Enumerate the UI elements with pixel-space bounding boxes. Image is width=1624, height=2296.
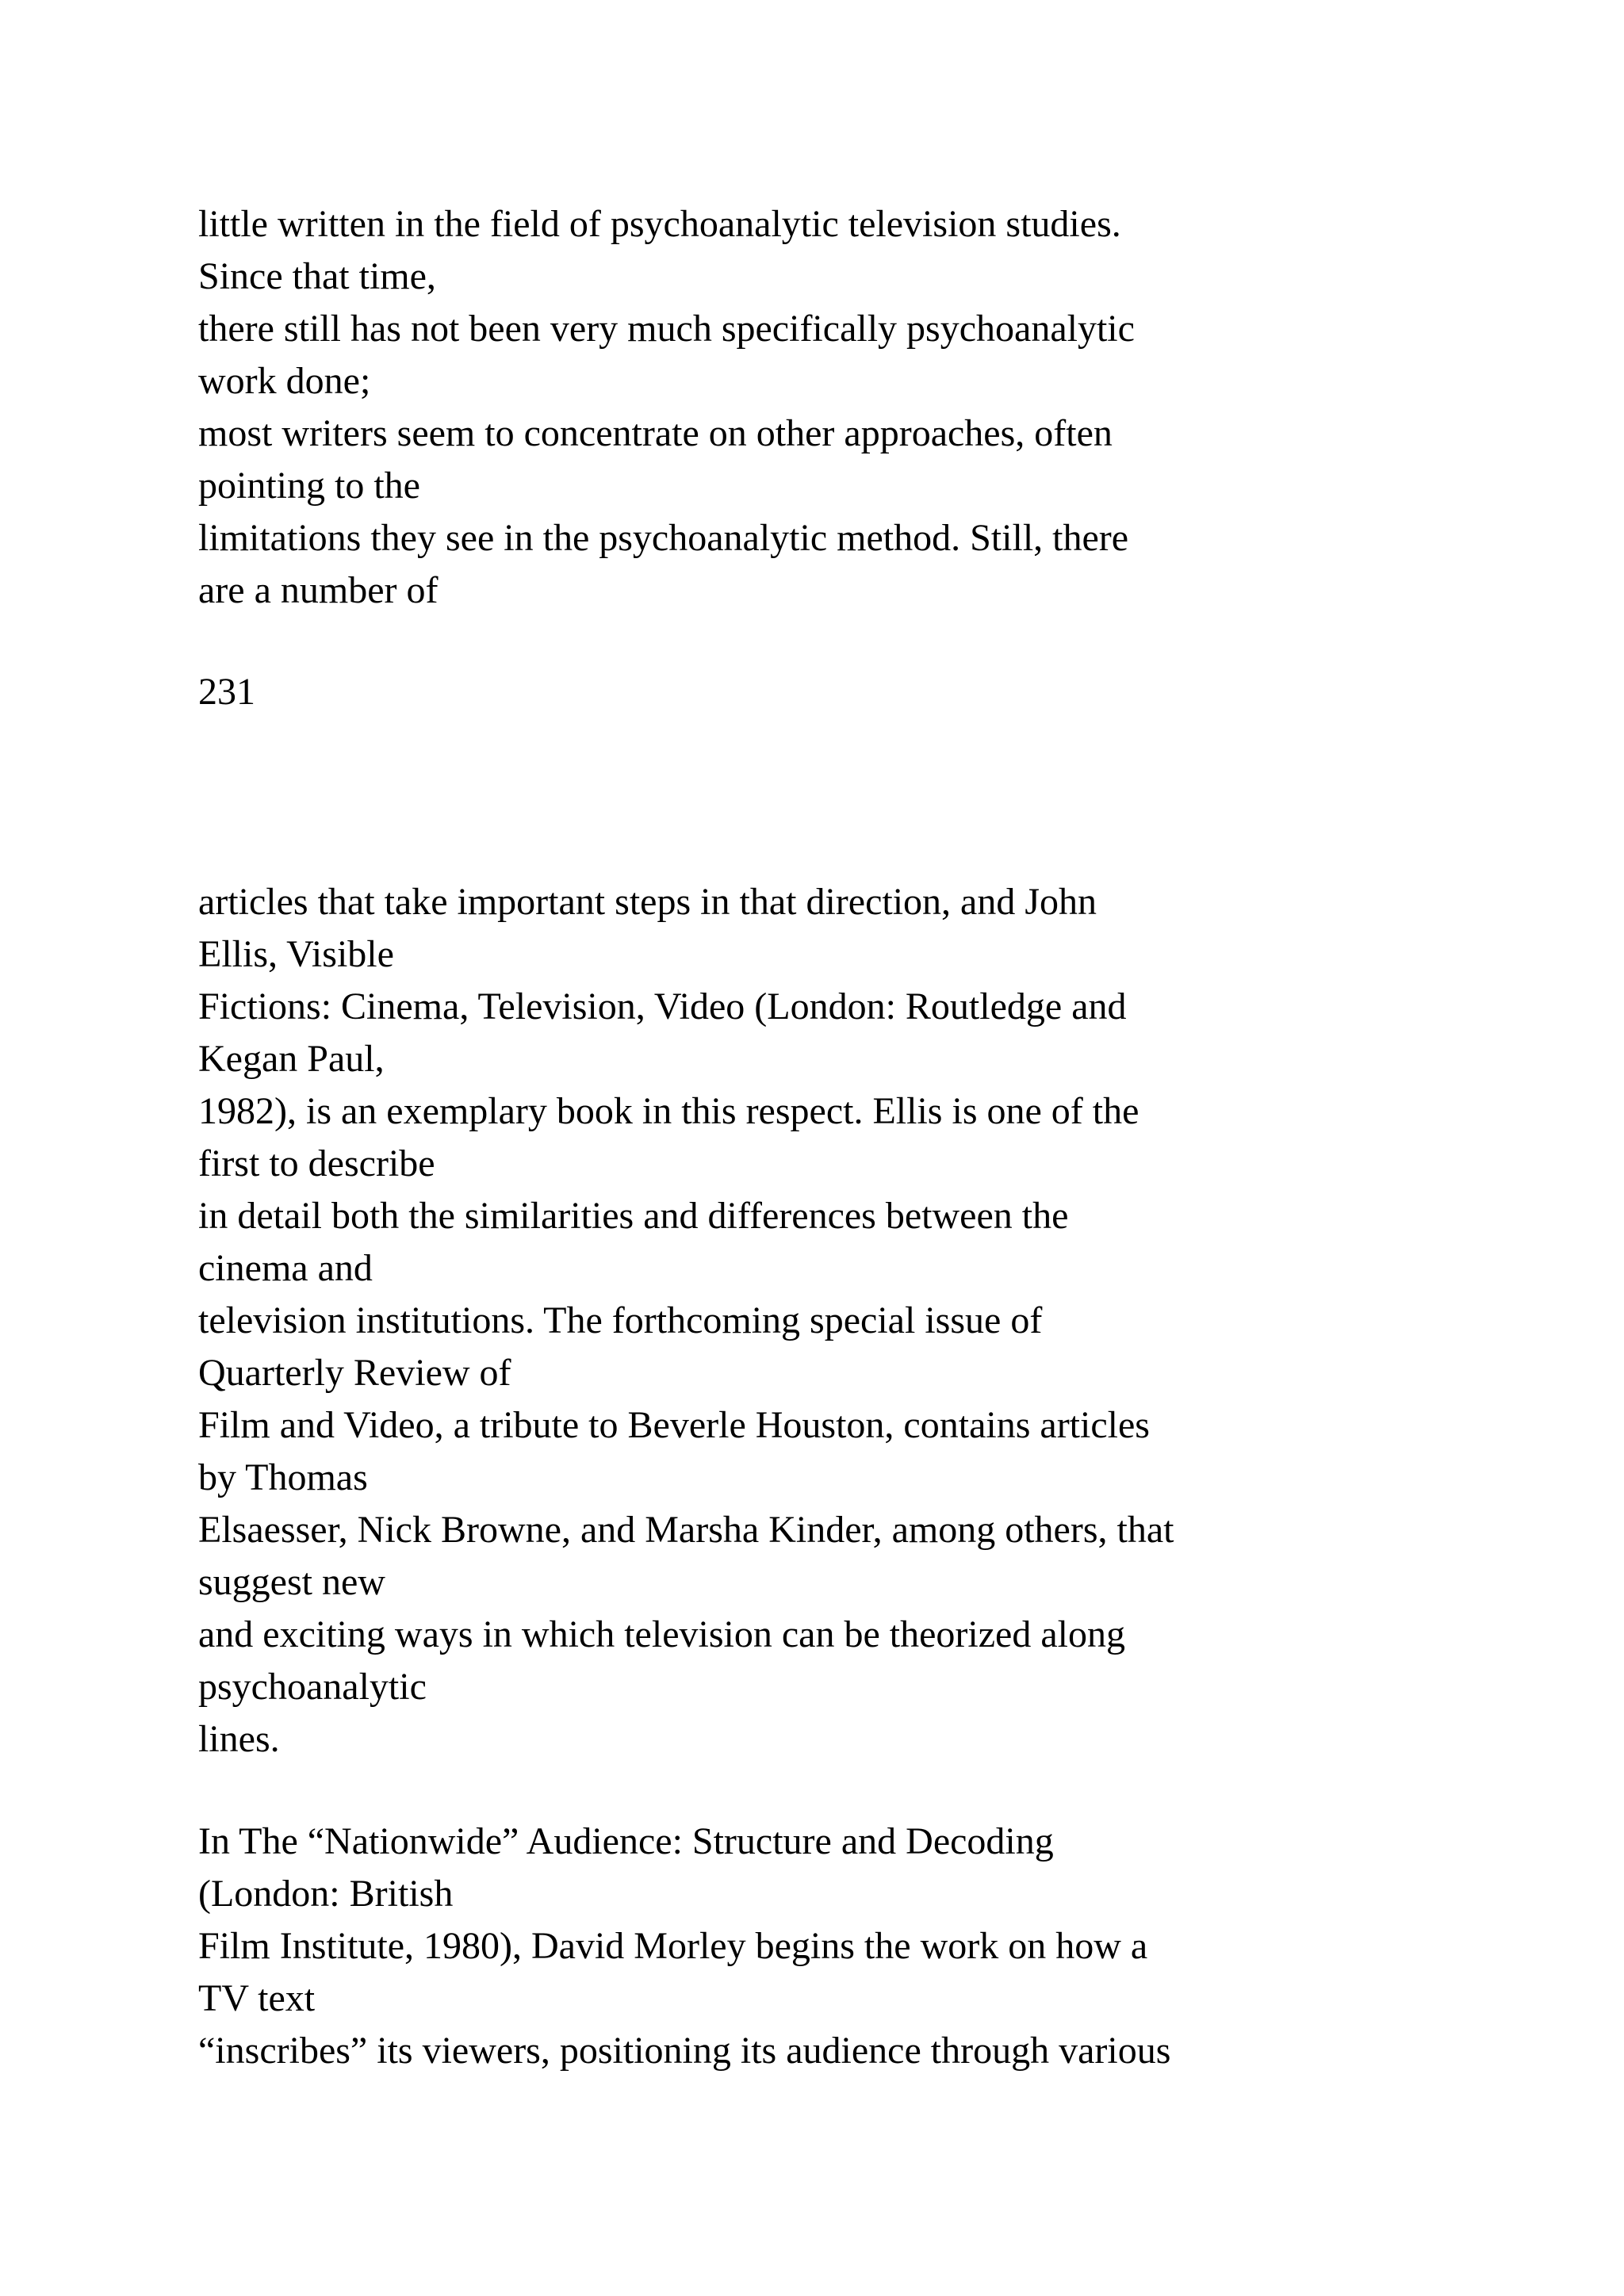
paragraph-2 xyxy=(198,876,1515,1766)
text-line: TV text xyxy=(198,1977,316,2019)
text-line: In The “Nationwide” Audience: Structure and Decoding xyxy=(198,1820,1054,1862)
text-line: are a number of xyxy=(198,569,439,611)
text-line: Since that time, xyxy=(198,255,436,297)
text-line: articles that take important steps in that direction, and John xyxy=(198,881,1097,923)
text-line: (London: British xyxy=(198,1873,454,1915)
text-line: Kegan Paul, xyxy=(198,1038,385,1080)
page-number: 231 xyxy=(198,671,255,713)
text-line: television institutions. The forthcoming special issue of xyxy=(198,1299,1043,1341)
text-line: first to describe xyxy=(198,1142,435,1184)
text-line: 1982), is an exemplary book in this respect. Ellis is one of the xyxy=(198,1090,1139,1132)
paragraph-1 xyxy=(198,198,1515,617)
text-line: suggest new xyxy=(198,1561,385,1603)
text-line: Quarterly Review of xyxy=(198,1352,511,1394)
text-line: and exciting ways in which television can be theorized along xyxy=(198,1613,1125,1655)
text-line: there still has not been very much specifically psychoanalytic xyxy=(198,308,1135,350)
text-line: “inscribes” its viewers, positioning its audience through various xyxy=(198,2030,1171,2072)
text-line: Film and Video, a tribute to Beverle Houston, contains articles xyxy=(198,1404,1150,1446)
text-line: lines. xyxy=(198,1718,280,1760)
text-line: in detail both the similarities and differences between the xyxy=(198,1195,1069,1237)
text-line: Fictions: Cinema, Television, Video (London: Routledge and xyxy=(198,985,1127,1027)
text-line: pointing to the xyxy=(198,465,420,507)
text-line: cinema and xyxy=(198,1247,373,1289)
text-line: psychoanalytic xyxy=(198,1666,427,1708)
page-number-block xyxy=(198,666,1515,718)
text-line: Film Institute, 1980), David Morley begins the work on how a xyxy=(198,1925,1148,1967)
text-line: Elsaesser, Nick Browne, and Marsha Kinder, among others, that xyxy=(198,1509,1174,1551)
text-line: limitations they see in the psychoanalytic method. Still, there xyxy=(198,517,1129,559)
text-line: most writers seem to concentrate on other approaches, often xyxy=(198,412,1113,454)
text-line: work done; xyxy=(198,360,371,402)
text-line: little written in the field of psychoanalytic television studies. xyxy=(198,203,1121,245)
paragraph-3 xyxy=(198,1816,1515,2077)
text-line: by Thomas xyxy=(198,1456,368,1498)
text-line: Ellis, Visible xyxy=(198,933,394,975)
